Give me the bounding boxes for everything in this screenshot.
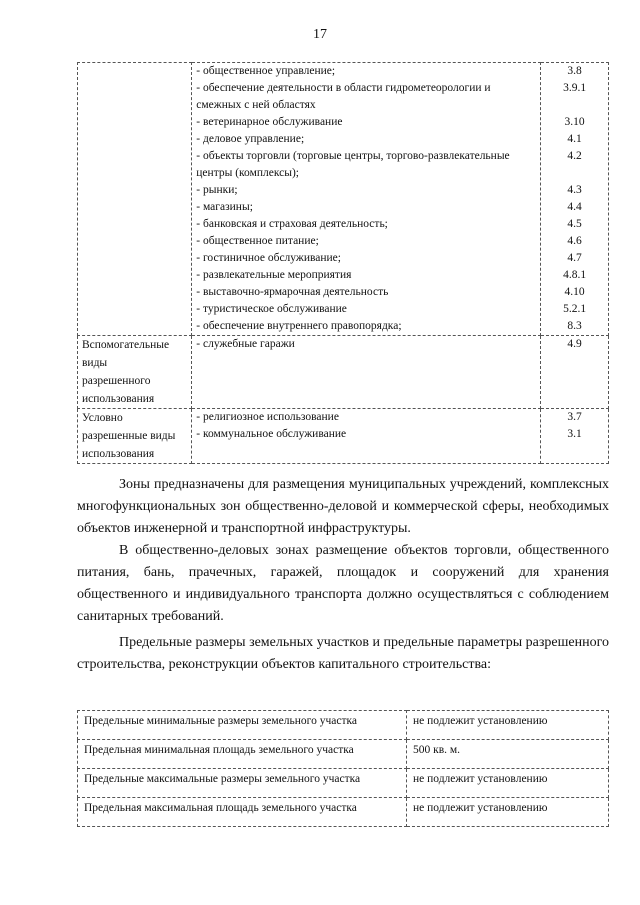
use-item: - религиозное использование: [196, 411, 339, 423]
use-code: 5.2.1: [563, 303, 587, 315]
use-code: 4.3: [567, 184, 582, 196]
limit-param: Предельная минимальная площадь земельного участка: [78, 740, 407, 769]
use-item: - служебные гаражи: [196, 338, 295, 350]
limit-value: не подлежит установлению: [407, 769, 609, 798]
limits-row: [78, 769, 609, 798]
limit-value: не подлежит установлению: [407, 798, 609, 827]
use-item: - коммунальное обслуживание: [196, 428, 347, 440]
auxiliary-uses-label: [78, 336, 192, 409]
use-item: - деловое управление;: [196, 133, 305, 145]
permitted-uses-table: [77, 62, 609, 464]
use-item: - объекты торговли (торговые центры, торгово-развлекательные центры (комплексы);: [196, 150, 510, 179]
conditional-uses-label: [78, 409, 192, 464]
use-code: 4.6: [567, 235, 582, 247]
page-number: 17: [313, 27, 327, 42]
use-code: 3.10: [564, 116, 585, 128]
limits-row: [78, 740, 609, 769]
sanitary-requirements-paragraph: В общественно-деловых зонах размещение объектов торговли, общественного питания, бань, прачечных, гаражей, площадок и сооружений для хранения общественного и индивидуального транспорта должно осуществляться с соблюдением санитарных требований.: [77, 543, 609, 624]
category-label-line: разрешенного: [82, 375, 151, 387]
use-item: - ветеринарное обслуживание: [196, 116, 343, 128]
use-item: - выставочно-ярмарочная деятельность: [196, 286, 389, 298]
category-label-line: Вспомогательные: [82, 339, 170, 351]
limits-intro-paragraph: Предельные размеры земельных участков и предельные параметры разрешенного строительства, реконструкции объектов капитального строительства:: [77, 635, 609, 672]
conditional-uses-codes-cell: [541, 409, 609, 464]
category-label-line: разрешенные виды: [82, 430, 176, 442]
use-item: - обеспечение внутреннего правопорядка;: [196, 320, 402, 332]
use-code: 4.9: [567, 338, 582, 350]
auxiliary-uses-codes-cell: [541, 336, 609, 409]
limits-row: [78, 711, 609, 740]
use-code: 3.7: [567, 411, 582, 423]
use-item: - общественное питание;: [196, 235, 319, 247]
category-label-line: использования: [82, 393, 155, 405]
use-item: - общественное управление;: [196, 65, 336, 77]
category-label-line: виды: [82, 357, 108, 369]
use-code: 4.4: [567, 201, 582, 213]
category-label-line: использования: [82, 448, 155, 460]
use-item: - банковская и страховая деятельность;: [196, 218, 388, 230]
use-item: - обеспечение деятельности в области гидрометеорологии и смежных с ней областях: [196, 82, 491, 111]
use-item: - туристическое обслуживание: [196, 303, 347, 315]
use-code: 4.8.1: [563, 269, 587, 281]
main-uses-label-cell: [78, 63, 192, 336]
use-code: 4.1: [567, 133, 582, 145]
auxiliary-uses-row: [78, 336, 609, 409]
use-code: 4.10: [564, 286, 585, 298]
use-code: 3.1: [567, 428, 582, 440]
main-uses-codes-cell: [541, 63, 609, 336]
use-code: 4.2: [567, 150, 582, 162]
use-code: 4.7: [567, 252, 582, 264]
use-code: 3.8: [567, 65, 582, 77]
use-item: - магазины;: [196, 201, 253, 213]
limit-param: Предельные максимальные размеры земельного участка: [78, 769, 407, 798]
main-uses-row: [78, 63, 609, 336]
auxiliary-uses-items-cell: [192, 336, 541, 409]
limits-table: [77, 710, 609, 827]
limit-value: не подлежит установлению: [407, 711, 609, 740]
limit-value: 500 кв. м.: [407, 740, 609, 769]
use-code: 4.5: [567, 218, 582, 230]
zone-purpose-paragraph: Зоны предназначены для размещения муниципальных учреждений, комплексных многофункциональных зон общественно-деловой и коммерческой сферы, необходимых объектов инженерной и транспортной инфраструктуры.: [77, 477, 609, 536]
main-uses-items-cell: [192, 63, 541, 336]
use-item: - развлекательные мероприятия: [196, 269, 352, 281]
use-item: - гостиничное обслуживание;: [196, 252, 341, 264]
limit-param: Предельные минимальные размеры земельного участка: [78, 711, 407, 740]
use-code: 3.9.1: [563, 82, 587, 94]
limits-row: [78, 798, 609, 827]
use-code: 8.3: [567, 320, 582, 332]
conditional-uses-items-cell: [192, 409, 541, 464]
conditional-uses-row: [78, 409, 609, 464]
use-item: - рынки;: [196, 184, 238, 196]
limit-param: Предельная максимальная площадь земельного участка: [78, 798, 407, 827]
category-label-line: Условно: [82, 412, 123, 424]
